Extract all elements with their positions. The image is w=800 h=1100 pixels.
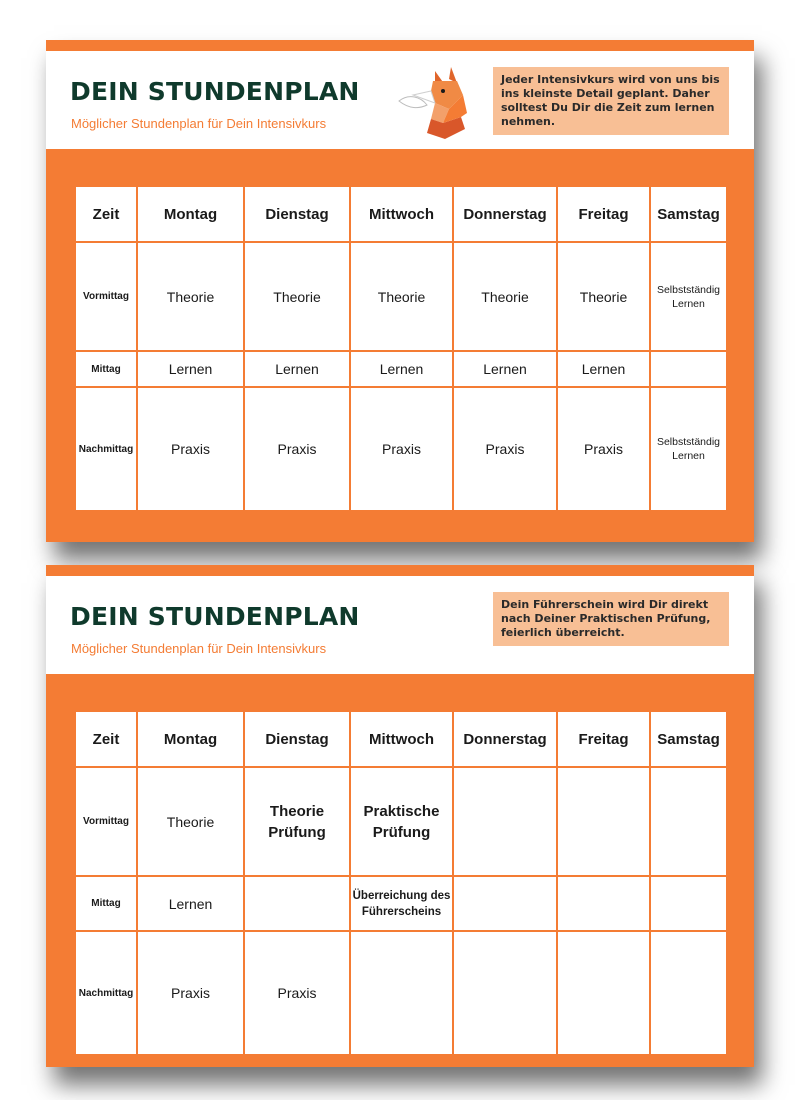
table-cell: [350, 931, 453, 1055]
table-cell: Theorie: [557, 242, 650, 351]
table-cell: Praxis: [137, 387, 244, 511]
header-mittwoch: Mittwoch: [350, 186, 453, 242]
page-title: DEIN STUNDENPLAN: [70, 602, 360, 631]
table-cell: Überreichung des Führerscheins: [350, 876, 453, 931]
table-cell: [650, 767, 727, 876]
header-montag: Montag: [137, 186, 244, 242]
info-note: Dein Führerschein wird Dir direkt nach Deiner Praktischen Prüfung, feierlich überreicht.: [493, 592, 729, 646]
header-dienstag: Dienstag: [244, 711, 350, 767]
table-cell: [650, 931, 727, 1055]
header-donnerstag: Donnerstag: [453, 711, 557, 767]
table-cell: [650, 351, 727, 387]
table-cell: Lernen: [137, 351, 244, 387]
table-cell: Praxis: [244, 387, 350, 511]
table-cell: Theorie: [137, 242, 244, 351]
table-cell: Praxis: [557, 387, 650, 511]
table-cell: Theorie: [350, 242, 453, 351]
header-zeit: Zeit: [75, 711, 137, 767]
page-subtitle: Möglicher Stundenplan für Dein Intensivkurs: [71, 116, 327, 131]
table-cell: [453, 876, 557, 931]
header-samstag: Samstag: [650, 711, 727, 767]
table-cell: Selbstständig Lernen: [650, 387, 727, 511]
table-row: [75, 387, 727, 511]
header-donnerstag: Donnerstag: [453, 186, 557, 242]
table-cell: Praxis: [244, 931, 350, 1055]
header-zeit: Zeit: [75, 186, 137, 242]
table-cell: Theorie Prüfung: [244, 767, 350, 876]
table-cell: Praxis: [137, 931, 244, 1055]
card-header: [46, 576, 754, 674]
header-samstag: Samstag: [650, 186, 727, 242]
table-header-row: [75, 186, 727, 242]
schedule-table: [74, 710, 728, 1056]
table-cell: Theorie: [137, 767, 244, 876]
table-cell: [557, 931, 650, 1055]
table-cell: [650, 876, 727, 931]
info-note: Jeder Intensivkurs wird von uns bis ins kleinste Detail geplant. Daher solltest Du Dir die Zeit zum lernen nehmen.: [493, 67, 729, 135]
table-cell: Lernen: [137, 876, 244, 931]
table-row: [75, 351, 727, 387]
table-cell: Theorie: [244, 242, 350, 351]
page-title: DEIN STUNDENPLAN: [70, 77, 360, 106]
table-header-row: [75, 711, 727, 767]
table-cell: [244, 876, 350, 931]
table-cell: [453, 767, 557, 876]
header-mittwoch: Mittwoch: [350, 711, 453, 767]
table-row: [75, 242, 727, 351]
table-row: [75, 931, 727, 1055]
top-stripe: [46, 40, 754, 51]
header-montag: Montag: [137, 711, 244, 767]
table-cell: Theorie: [453, 242, 557, 351]
schedule-card-1: [46, 40, 754, 542]
table-cell: Lernen: [350, 351, 453, 387]
table-cell: Lernen: [557, 351, 650, 387]
table-cell: Praxis: [453, 387, 557, 511]
card-header: [46, 51, 754, 149]
page-subtitle: Möglicher Stundenplan für Dein Intensivkurs: [71, 641, 327, 656]
table-cell: [557, 876, 650, 931]
row-label-nachmittag: Nachmittag: [75, 387, 137, 511]
table-cell: Lernen: [453, 351, 557, 387]
row-label-vormittag: Vormittag: [75, 242, 137, 351]
header-freitag: Freitag: [557, 711, 650, 767]
fox-logo-icon: [391, 61, 473, 143]
table-row: [75, 876, 727, 931]
row-label-mittag: Mittag: [75, 876, 137, 931]
table-cell: Praktische Prüfung: [350, 767, 453, 876]
row-label-vormittag: Vormittag: [75, 767, 137, 876]
schedule-table: [74, 185, 728, 512]
header-freitag: Freitag: [557, 186, 650, 242]
table-cell: Lernen: [244, 351, 350, 387]
row-label-nachmittag: Nachmittag: [75, 931, 137, 1055]
schedule-card-2: [46, 565, 754, 1067]
table-row: [75, 767, 727, 876]
table-cell: Praxis: [350, 387, 453, 511]
top-stripe: [46, 565, 754, 576]
table-cell: [557, 767, 650, 876]
table-cell: Selbstständig Lernen: [650, 242, 727, 351]
header-dienstag: Dienstag: [244, 186, 350, 242]
table-cell: [453, 931, 557, 1055]
row-label-mittag: Mittag: [75, 351, 137, 387]
